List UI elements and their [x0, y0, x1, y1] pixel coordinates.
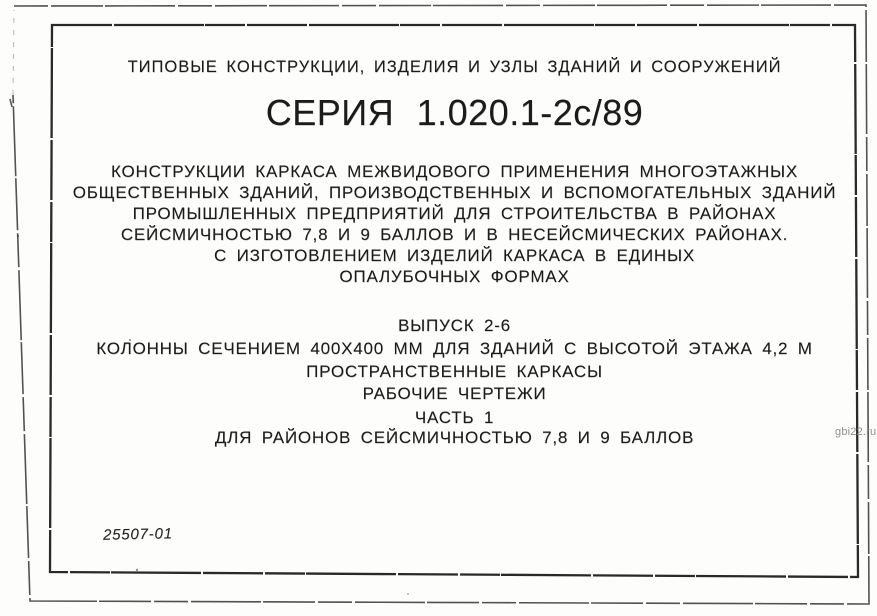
issue-subtitle-columns: КОЛОННЫ СЕЧЕНИЕМ 400Х400 ММ ДЛЯ ЗДАНИЙ С ВЫСОТОЙ ЭТАЖА 4,2 М	[96, 339, 813, 358]
site-watermark: gbi22.ru	[835, 426, 877, 438]
series-title: СЕРИЯ 1.020.1-2с/89	[265, 92, 644, 133]
issue-label: ВЫПУСК 2-6	[398, 316, 511, 335]
document-header: ТИПОВЫЕ КОНСТРУКЦИИ, ИЗДЕЛИЯ И УЗЛЫ ЗДАНИЙ И СООРУЖЕНИЙ	[127, 58, 782, 76]
outer-border-left-faint	[13, 10, 14, 95]
part-label: ЧАСТЬ 1	[414, 408, 495, 427]
document-number-stamp: 25507-01	[102, 525, 173, 544]
description-line: ОБЩЕСТВЕННЫХ ЗДАНИЙ, ПРОИЗВОДСТВЕННЫХ И ВСПОМОГАТЕЛЬНЫХ ЗДАНИЙ	[72, 183, 837, 202]
part-subtitle: ДЛЯ РАЙОНОВ СЕЙСМИЧНОСТЬЮ 7,8 И 9 БАЛЛОВ	[214, 428, 695, 447]
description-line: С ИЗГОТОВЛЕНИЕМ ИЗДЕЛИЙ КАРКАСА В ЕДИНЫХ	[213, 246, 696, 265]
description-line: ПРОМЫШЛЕННЫХ ПРЕДПРИЯТИЙ ДЛЯ СТРОИТЕЛЬСТВА В РАЙОНАХ	[132, 204, 777, 223]
description-line: КОНСТРУКЦИИ КАРКАСА МЕЖВИДОВОГО ПРИМЕНЕНИЯ МНОГОЭТАЖНЫХ	[110, 162, 799, 181]
scan-speck	[407, 593, 409, 595]
scan-speck	[136, 569, 138, 571]
description-block	[16, 161, 877, 287]
description-line: СЕЙСМИЧНОСТЬЮ 7,8 И 9 БАЛЛОВ И В НЕСЕЙСМИЧЕСКИХ РАЙОНАХ.	[120, 225, 789, 244]
issue-subtitle-frames: ПРОСТРАНСТВЕННЫЕ КАРКАСЫ	[306, 362, 603, 381]
scan-speck	[10, 99, 12, 107]
issue-subtitle-drawings: РАБОЧИЕ ЧЕРТЕЖИ	[362, 384, 547, 403]
description-line: ОПАЛУБОЧНЫХ ФОРМАХ	[339, 267, 570, 286]
